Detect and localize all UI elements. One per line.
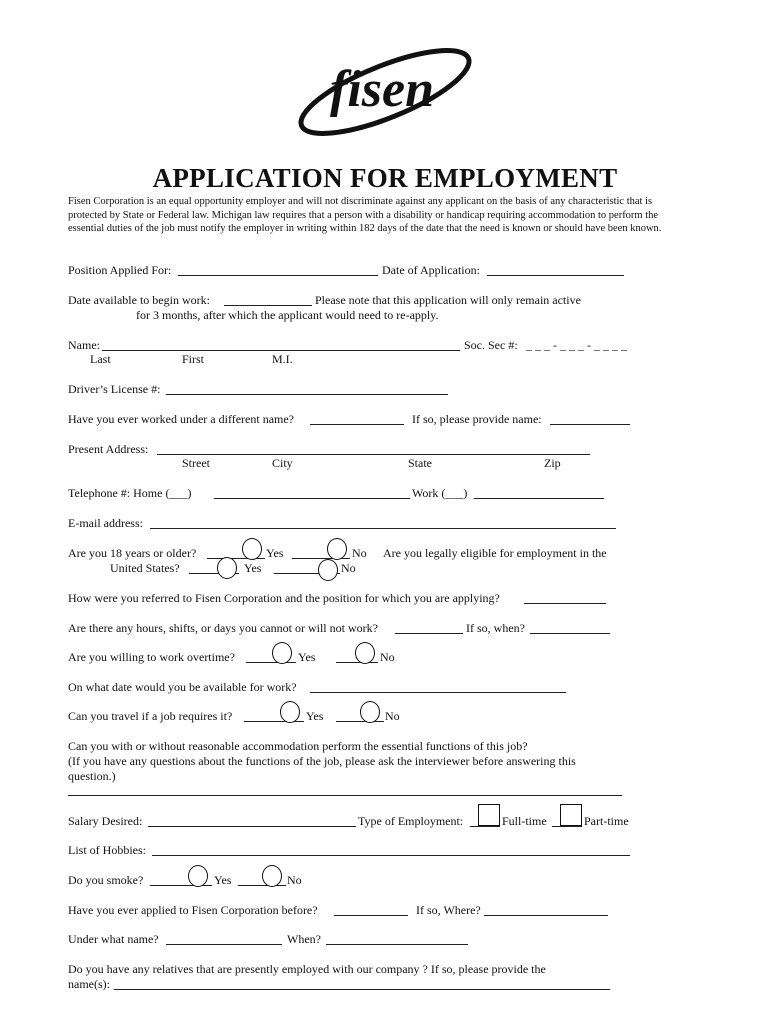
telephone-work-label: Work (___) xyxy=(412,486,468,500)
eligible-no-circle[interactable] xyxy=(318,559,338,581)
part-time-line xyxy=(552,826,582,827)
address-label: Present Address: xyxy=(68,442,149,456)
part-time-label: Part-time xyxy=(584,814,629,828)
smoke-yes-circle[interactable] xyxy=(188,865,208,887)
available-date-question: On what date would you be available for work? xyxy=(68,680,297,694)
position-label: Position Applied For: xyxy=(68,263,172,277)
address-state-caption: State xyxy=(408,456,432,470)
relatives-question-line-1: Do you have any relatives that are presently employed with our company ? If so, please provide the xyxy=(68,962,546,976)
accommodation-question-line-2: (If you have any questions about the functions of the job, please ask the interviewer before answering this xyxy=(68,754,576,768)
hours-when-label: If so, when? xyxy=(466,621,525,635)
date-application-label: Date of Application: xyxy=(382,263,480,277)
eligible-question-line-1: Are you legally eligible for employment in the xyxy=(383,546,607,560)
different-name-provide-label: If so, please provide name: xyxy=(412,412,542,426)
telephone-home-label: Telephone #: Home (___) xyxy=(68,486,192,500)
age-question: Are you 18 years or older? xyxy=(68,546,197,560)
smoke-question: Do you smoke? xyxy=(68,873,144,887)
telephone-work-field[interactable] xyxy=(474,498,604,499)
referred-question: How were you referred to Fisen Corporation and the position for which you are applying? xyxy=(68,591,500,605)
accommodation-question-line-3: question.) xyxy=(68,769,116,783)
smoke-no-line xyxy=(238,885,286,886)
hobbies-field[interactable] xyxy=(152,855,630,856)
employment-type-label: Type of Employment: xyxy=(358,814,464,828)
ssn-field[interactable]: _ _ _ - _ _ _ - _ _ _ _ xyxy=(526,338,627,352)
part-time-checkbox[interactable] xyxy=(560,804,582,826)
overtime-yes-circle[interactable] xyxy=(272,642,292,664)
smoke-yes-label: Yes xyxy=(214,873,232,887)
applied-before-field[interactable] xyxy=(334,915,408,916)
hours-when-field[interactable] xyxy=(530,633,610,634)
eligible-yes-circle[interactable] xyxy=(217,557,237,579)
page-title: APPLICATION FOR EMPLOYMENT xyxy=(152,163,618,193)
travel-yes-circle[interactable] xyxy=(280,701,300,723)
overtime-yes-label: Yes xyxy=(298,650,316,664)
referred-field[interactable] xyxy=(524,603,606,604)
accommodation-answer-field[interactable] xyxy=(68,795,622,796)
different-name-question: Have you ever worked under a different name? xyxy=(68,412,295,426)
hours-question: Are there any hours, shifts, or days you cannot or will not work? xyxy=(68,621,378,635)
relatives-question-line-2: name(s): xyxy=(68,977,110,991)
different-name-field[interactable] xyxy=(550,424,630,425)
address-field[interactable] xyxy=(157,454,590,455)
when-label: When? xyxy=(287,932,321,946)
overtime-no-circle[interactable] xyxy=(355,642,375,664)
logo-text: fisen xyxy=(330,61,434,118)
overtime-yes-line xyxy=(246,662,296,663)
license-label: Driver’s License #: xyxy=(68,382,161,396)
fisen-logo xyxy=(288,40,483,140)
travel-question: Can you travel if a job requires it? xyxy=(68,709,233,723)
address-zip-caption: Zip xyxy=(544,456,561,470)
date-available-label: Date available to begin work: xyxy=(68,293,210,307)
address-city-caption: City xyxy=(272,456,293,470)
salary-field[interactable] xyxy=(148,826,356,827)
eligible-no-label: No xyxy=(341,561,356,575)
travel-no-line xyxy=(336,721,384,722)
name-mi-caption: M.I. xyxy=(272,352,293,366)
email-field[interactable] xyxy=(150,528,616,529)
age-yes-label: Yes xyxy=(266,546,284,560)
date-application-field[interactable] xyxy=(487,275,624,276)
eligible-question-line-2: United States? xyxy=(110,561,180,575)
address-street-caption: Street xyxy=(182,456,210,470)
travel-no-circle[interactable] xyxy=(360,701,380,723)
different-name-answer-field[interactable] xyxy=(310,424,404,425)
license-field[interactable] xyxy=(166,394,448,395)
smoke-no-circle[interactable] xyxy=(262,865,282,887)
when-field[interactable] xyxy=(326,944,468,945)
accommodation-question-line-1: Can you with or without reasonable accommodation perform the essential functions of this job? xyxy=(68,739,528,753)
relatives-field[interactable] xyxy=(114,989,610,990)
full-time-line xyxy=(470,826,500,827)
age-no-circle[interactable] xyxy=(327,538,347,560)
note-line-1: Please note that this application will only remain active xyxy=(315,293,581,307)
telephone-home-field[interactable] xyxy=(214,498,410,499)
name-field[interactable] xyxy=(102,350,460,351)
overtime-no-line xyxy=(336,662,378,663)
name-first-caption: First xyxy=(182,352,205,366)
full-time-label: Full-time xyxy=(502,814,547,828)
note-line-2: for 3 months, after which the applicant would need to re-apply. xyxy=(136,308,439,322)
hours-field[interactable] xyxy=(395,633,463,634)
date-available-field[interactable] xyxy=(224,305,312,306)
under-name-label: Under what name? xyxy=(68,932,159,946)
travel-yes-label: Yes xyxy=(306,709,324,723)
hobbies-label: List of Hobbies: xyxy=(68,843,146,857)
travel-no-label: No xyxy=(385,709,400,723)
smoke-no-label: No xyxy=(287,873,302,887)
available-date-field[interactable] xyxy=(310,692,566,693)
overtime-question: Are you willing to work overtime? xyxy=(68,650,235,664)
age-no-label: No xyxy=(352,546,367,560)
applied-before-question: Have you ever applied to Fisen Corporation before? xyxy=(68,903,318,917)
applied-where-field[interactable] xyxy=(484,915,608,916)
salary-label: Salary Desired: xyxy=(68,814,143,828)
age-yes-circle[interactable] xyxy=(242,538,262,560)
under-name-field[interactable] xyxy=(166,944,282,945)
name-label: Name: xyxy=(68,338,100,352)
position-field[interactable] xyxy=(178,275,378,276)
ssn-label: Soc. Sec #: xyxy=(464,338,518,352)
applied-where-label: If so, Where? xyxy=(416,903,481,917)
name-last-caption: Last xyxy=(90,352,111,366)
overtime-no-label: No xyxy=(380,650,395,664)
email-label: E-mail address: xyxy=(68,516,143,530)
intro-paragraph: Fisen Corporation is an equal opportunity employer and will not discriminate against any applicant on the basis of any characteristic that is protected by State or Federal law. Michigan law requires that a person with a disability or handicap requiring accommodation to perform the essential duties of the job must notify the employer in writing within 182 days of the date that the need is known or should have been known. xyxy=(68,196,662,234)
full-time-checkbox[interactable] xyxy=(478,804,500,826)
eligible-yes-label: Yes xyxy=(244,561,262,575)
